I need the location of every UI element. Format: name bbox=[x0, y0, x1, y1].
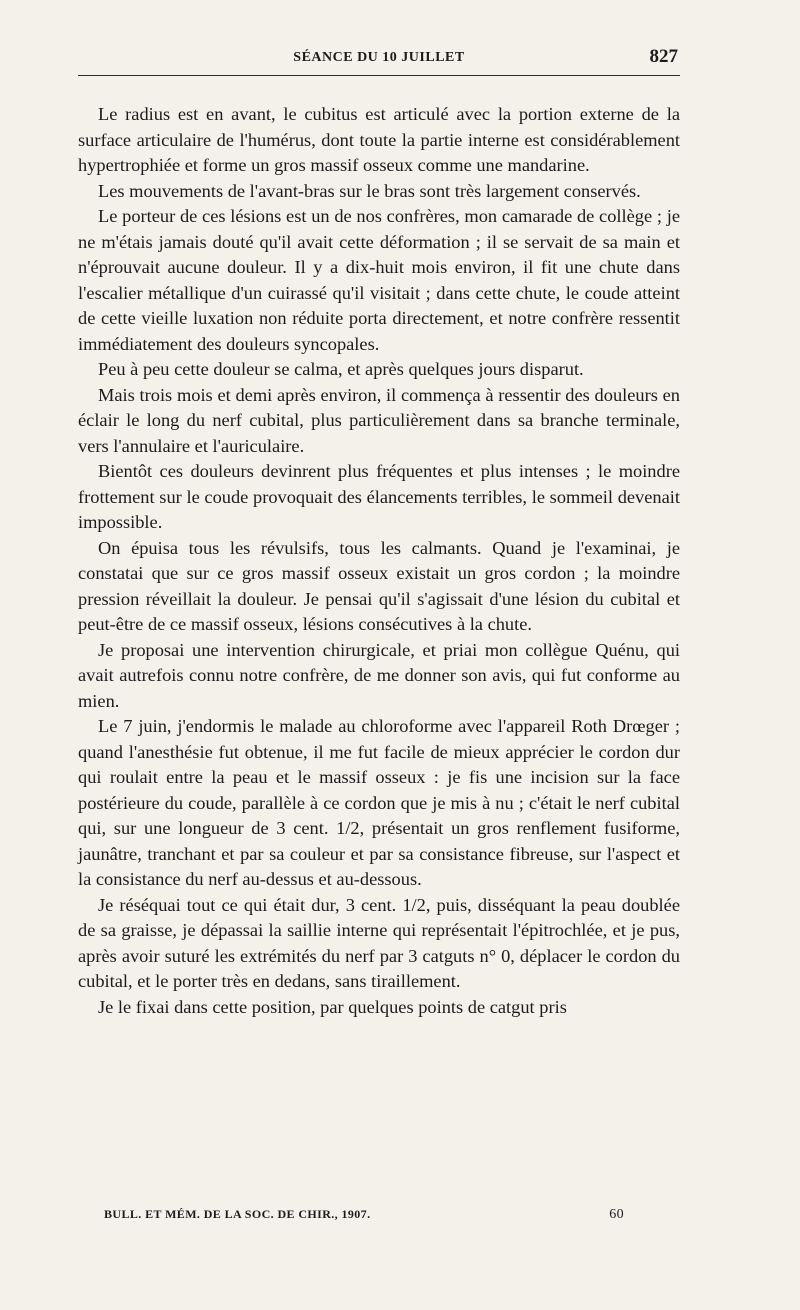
paragraph: Peu à peu cette douleur se calma, et après quelques jours disparut. bbox=[98, 359, 584, 379]
paragraph: Je réséquai tout ce qui était dur, 3 cent. 1/2, puis, disséquant la peau doublée de sa graisse, je dépassai la saillie interne qui représentait l'épitrochlée, et je pus, après avoir suturé les extrémités du nerf par 3 catguts n° 0, déplacer le cordon du cubital, et le porter très en dedans, sans tiraillement. bbox=[78, 894, 680, 991]
header-rule bbox=[78, 75, 680, 76]
paragraph: Je proposai une intervention chirurgicale, et priai mon collègue Quénu, qui avait autrefois connu notre confrère, de me donner son avis, qui fut conforme au mien. bbox=[78, 639, 680, 711]
body-text bbox=[78, 102, 680, 1020]
paragraph: Bientôt ces douleurs devinrent plus fréquentes et plus intenses ; le moindre frottement sur le coude provoquait des élancements terribles, le sommeil devenait impossible. bbox=[78, 461, 680, 532]
page-number: 827 bbox=[649, 46, 678, 67]
running-title: SÉANCE DU 10 JUILLET bbox=[293, 50, 465, 65]
paragraph: On épuisa tous les révulsifs, tous les calmants. Quand je l'examinai, je constatai que sur ce gros massif osseux existait un gros cordon ; la moindre pression réveillait la douleur. Je pensai qu'il s'agissait d'une lésion du cubital et peut-être de ce massif osseux, lésions consécutives à la chute. bbox=[78, 537, 680, 634]
paragraph: Le porteur de ces lésions est un de nos confrères, mon camarade de collège ; je ne m'étais jamais douté qu'il avait cette déformation ; il se servait de sa main et n'éprouvait aucune douleur. Il y a dix-huit mois environ, il fit une chute dans l'escalier métallique d'un cuirassé qu'il visitait ; dans cette chute, le coude atteint de cette vieille luxation non réduite porta directement, et notre confrère ressentit immédiatement des douleurs syncopales. bbox=[78, 206, 680, 354]
paragraph: Mais trois mois et demi après environ, il commença à ressentir des douleurs en éclair le long du nerf cubital, plus particulièrement dans sa branche terminale, vers l'annulaire et l'auriculaire. bbox=[78, 384, 680, 456]
page-footer bbox=[104, 1207, 624, 1227]
bulletin-reference: BULL. ET MÉM. DE LA SOC. DE CHIR., 1907. bbox=[104, 1207, 371, 1221]
paragraph: Le 7 juin, j'endormis le malade au chloroforme avec l'appareil Roth Drœger ; quand l'anesthésie fut obtenue, il me fut facile de mieux apprécier le cordon dur qui roulait entre la peau et le massif osseux : je fis une incision sur la face postérieure du coude, parallèle à ce cordon que je mis à nu ; c'était le nerf cubital qui, sur une longueur de 3 cent. 1/2, présentait un gros renflement fusiforme, jaunâtre, tranchant et par sa couleur et par sa consistance fibreuse, sur l'aspect et la consistance du nerf au-dessus et au-dessous. bbox=[78, 716, 680, 889]
paragraph: Le radius est en avant, le cubitus est articulé avec la portion externe de la surface articulaire de l'humérus, dont toute la partie interne est considérablement hypertrophiée et forme un gros massif osseux comme une mandarine. bbox=[78, 104, 680, 175]
paragraph: Les mouvements de l'avant-bras sur le bras sont très largement conservés. bbox=[98, 180, 641, 201]
signature-mark: 60 bbox=[609, 1207, 624, 1222]
running-head bbox=[78, 46, 680, 76]
paragraph: Je le fixai dans cette position, par quelques points de catgut pris bbox=[98, 996, 567, 1017]
